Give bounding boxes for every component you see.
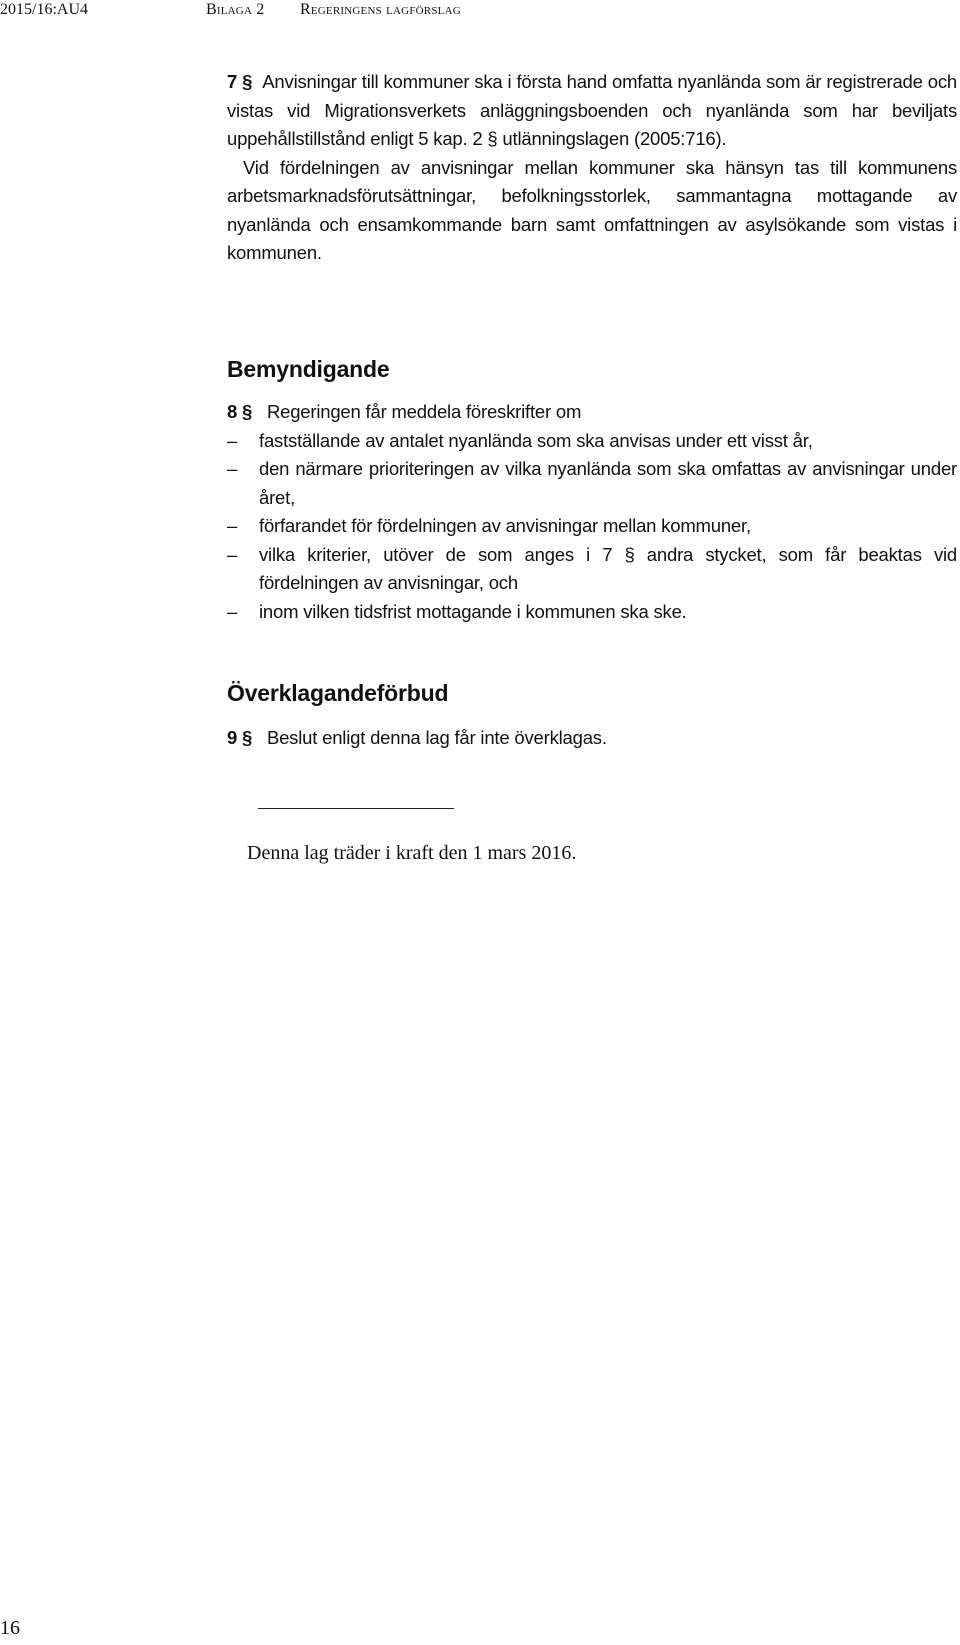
list-item-text: den närmare prioriteringen av vilka nyanlända som ska omfattas av anvisningar under året, [259, 458, 957, 508]
list-item-text: inom vilken tidsfrist mottagande i kommunen ska ske. [259, 600, 687, 622]
section-9-paragraph [227, 724, 957, 753]
list-item: – inom vilken tidsfrist mottagande i kommunen ska ske. [227, 600, 687, 622]
section-8 [227, 398, 957, 626]
separator-rule [258, 808, 454, 809]
section-9-number: 9 § [227, 727, 253, 748]
list-item: – fastställande av antalet nyanlända som ska anvisas under ett visst år, [227, 429, 813, 451]
heading-overklagandeforbud: Överklagandeförbud [227, 680, 449, 706]
document-id: 2015/16:AU4 [0, 1, 88, 18]
section-9 [227, 724, 957, 753]
list-item: – den närmare prioriteringen av vilka nyanlända som ska omfattas av anvisningar under året, [227, 458, 957, 508]
section-8-number: 8 § [227, 401, 253, 422]
section-7 [227, 68, 957, 268]
section-7-number: 7 § [227, 71, 253, 92]
list-item-text: vilka kriterier, utöver de som anges i 7 § andra stycket, som får beaktas vid fördelningen av anvisningar, och [259, 543, 957, 593]
heading-bemyndigande: Bemyndigande [227, 356, 390, 382]
list-item-text: fastställande av antalet nyanlända som ska anvisas under ett visst år, [259, 429, 813, 451]
section-8-list [227, 427, 957, 627]
list-item: – vilka kriterier, utöver de som anges i 7 § andra stycket, som får beaktas vid fördelningen av anvisningar, och [227, 543, 957, 593]
section-7-text-1: Anvisningar till kommuner ska i första hand omfatta nyanlända som är registrerade och vistas vid Migrationsverkets anläggningsboenden och nyanlända som har beviljats uppehållstillstånd enligt 5 kap. 2 § utlänningslagen (2005:716). [227, 71, 957, 149]
header-subtitle: Regeringens lagförslag [300, 1, 461, 18]
section-9-text: Beslut enligt denna lag får inte överklagas. [266, 727, 607, 748]
list-item-text: förfarandet för fördelningen av anvisningar mellan kommuner, [259, 515, 751, 536]
section-8-intro-text: Regeringen får meddela föreskrifter om [266, 401, 582, 422]
page-header [0, 0, 960, 24]
entry-into-force: Denna lag träder i kraft den 1 mars 2016. [247, 842, 577, 864]
appendix-label: Bilaga 2 [206, 1, 265, 18]
page-number: 16 [0, 1617, 20, 1639]
section-7-paragraph-1 [227, 68, 957, 154]
section-7-paragraph-2: Vid fördelningen av anvisningar mellan kommuner ska hänsyn tas till kommunens arbetsmarknadsförutsättningar, befolkningsstorlek, sammantagna mottagande av nyanlända och ensamkommande barn samt omfattningen av asylsökande som vistas i kommunen. [227, 156, 957, 263]
list-item: – förfarandet för fördelningen av anvisningar mellan kommuner, [227, 515, 751, 536]
section-8-intro [227, 398, 957, 427]
